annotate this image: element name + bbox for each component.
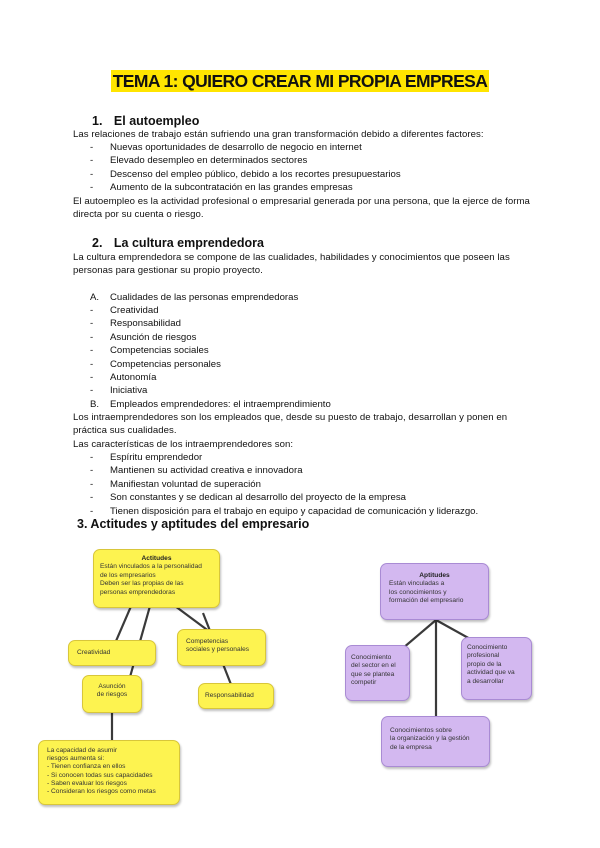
conocimiento-organizacion-box: Conocimientos sobre la organización y la gestión de la empresa [381,716,490,767]
list-item: - Espíritu emprendedor [90,452,203,463]
list-item: - Autonomía [90,372,157,384]
conocimiento-profesional-box: Conocimiento profesional propio de la actividad que va a desarrollar [461,637,532,700]
section3-heading: 3. Actitudes y aptitudes del empresario [77,517,310,531]
competencias-box: Competencias sociales y personales [177,629,266,666]
list-item: - Competencias personales [90,358,221,370]
actitudes-title: Actitudes [141,555,172,562]
list-item: - Descenso del empleo público, debido a los recortes presupuestarios [90,168,401,180]
conocimiento-sector-box: Conocimiento del sector en el que se plantea competir [345,645,410,701]
section2-intro: La cultura emprendedora se compone de las cualidades, habilidades y conocimientos que poseen las personas para gestionar su propio proyecto. [73,252,510,277]
subA-label: A. [90,292,100,303]
list-item: - Elevado desempleo en determinados sectores [90,155,308,167]
list-item: - Asunción de riesgos [90,331,197,343]
page-title-text: TEMA 1: QUIERO CREAR MI PROPIA EMPRESA [112,71,488,91]
aptitudes-title: Aptitudes [419,572,450,579]
section2-heading-text: La cultura emprendedora [113,236,264,250]
riesgos-box: La capacidad de asumir riesgos aumenta si: - Tienen confianza en ellos - Si conocen todas sus capacidades - Saben evaluar los riesgos - Consideran los riesgos como metas [38,740,180,805]
section1-intro: Las relaciones de trabajo están sufriendo una gran transformación debido a diferentes factores: [73,129,484,140]
list-item: - Competencias sociales [90,345,209,357]
actitudes-box: Actitudes Están vinculados a la personalidad de los empresarios Deben ser las propias de las personas emprendedoras [93,549,220,608]
intra-text: Los intraemprendedores son los empleados que, desde su puesto de trabajo, desarrollan y ponen en práctica sus cualidades. [73,412,508,437]
list-item: - Son constantes y se dedican al desarrollo del proyecto de la empresa [90,492,406,504]
aptitudes-box: Aptitudes Están vinculadas a los conocimientos y formación del empresario [380,563,489,620]
creatividad-box: Creatividad [68,640,156,666]
subB-label: B. [90,399,100,410]
intra-intro: Las características de los intraemprendedores son: [73,439,294,450]
section1-heading-text: El autoempleo [113,114,200,128]
list-item: - Iniciativa [90,385,148,397]
list-item: - Responsabilidad [90,318,181,330]
asuncion-box: Asunción de riesgos [82,675,142,713]
subA-text: Cualidades de las personas emprendedoras [110,292,299,303]
list-item: - Aumento de la subcontratación en las grandes empresas [90,182,353,194]
list-item: - Mantienen su actividad creativa e innovadora [90,465,303,477]
list-item: - Creatividad [90,305,159,316]
list-item: - Tienen disposición para el trabajo en equipo y capacidad de comunicación y liderazgo. [90,505,479,517]
section1-heading-num: 1. [92,114,103,128]
list-item: - Manifiestan voluntad de superación [90,478,261,490]
section2-heading-num: 2. [92,236,103,250]
responsabilidad-box: Responsabilidad [198,683,274,709]
list-item: - Nuevas oportunidades de desarrollo de negocio en internet [90,142,362,153]
section1-outro: El autoempleo es la actividad profesional o empresarial generada por una persona, que la ejerce de forma directa por su cuenta o riesgo. [73,196,530,221]
subB-text: Empleados emprendedores: el intraemprendimiento [110,399,331,410]
